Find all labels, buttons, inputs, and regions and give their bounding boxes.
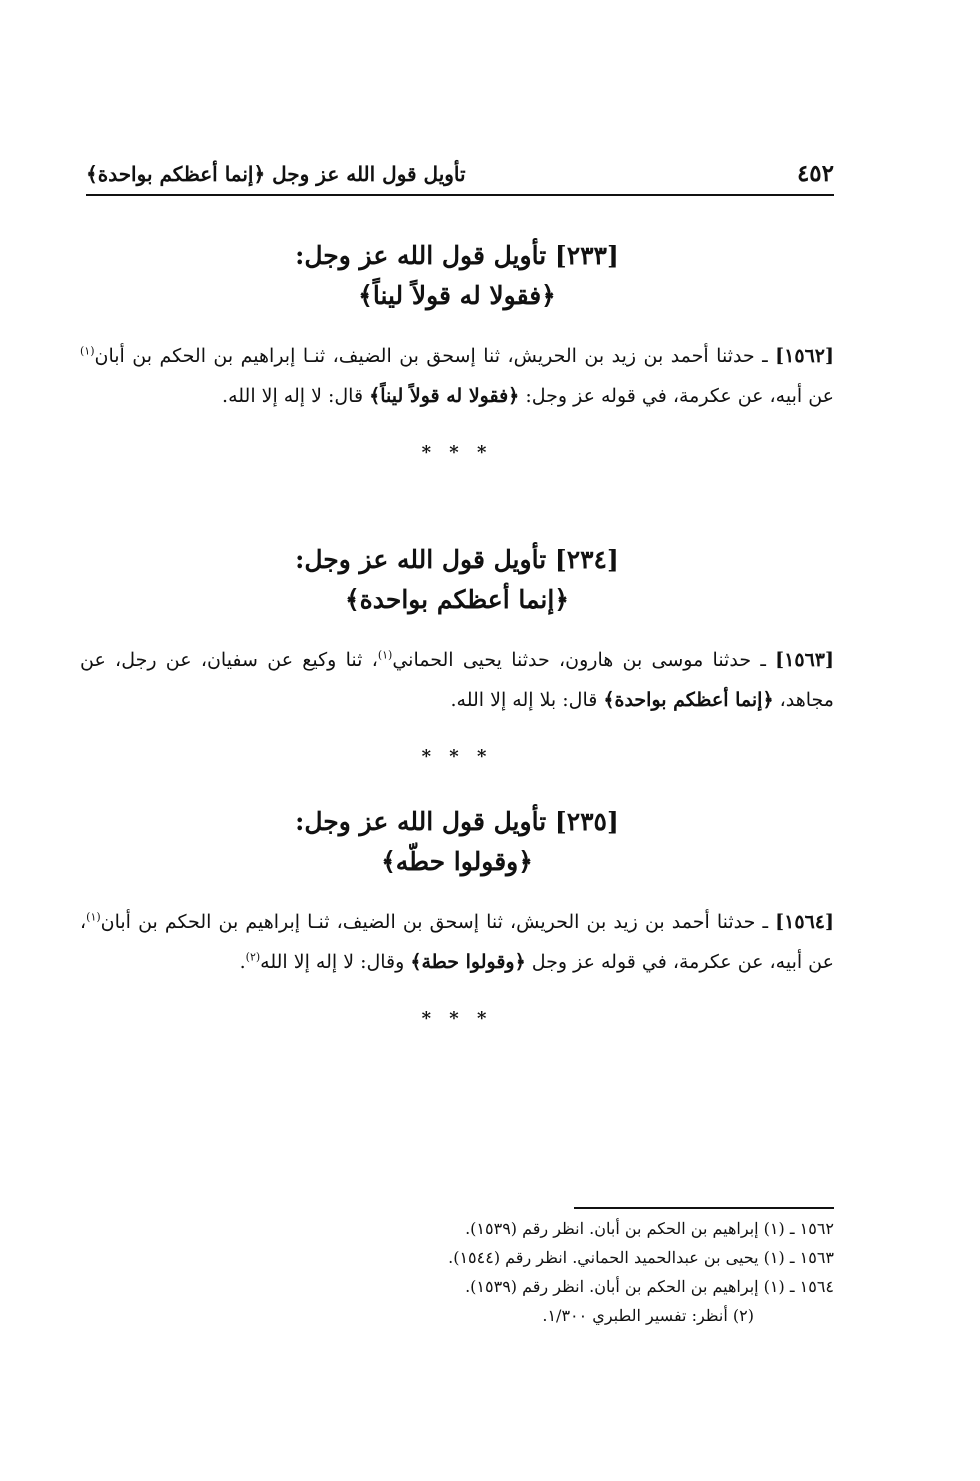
text-part-c: قال: لا إله إلا الله.	[222, 385, 370, 407]
running-title: تأويل قول الله عز وجل ﴿إنما أعظكم بواحدة﴾	[86, 162, 466, 186]
text-part-a: ـ حدثنا موسى بن هارون، حدثنا يحيى الحماني	[392, 649, 776, 671]
heading-title: [٢٣٥] تأويل قول الله عز وجل:	[295, 807, 619, 836]
footnote-1564-2: (٢) أنظر: تفسير الطبري ١/٣٠٠.	[542, 1306, 754, 1325]
text-part-a: ـ حدثنا أحمد بن زيد بن الحريش، ثنا إسحق بن الضيف، ثنـا إبراهيم بن الحكم بن أبان	[94, 345, 776, 367]
heading-verse: ﴿فقولا له قولاً ليناً﴾	[358, 281, 556, 310]
footnotes	[330, 1214, 834, 1330]
hadith-text	[80, 902, 834, 982]
hadith-text	[80, 336, 834, 416]
text-part-d: .	[239, 951, 246, 973]
footnote-1562: ١٥٦٢ ـ (١) إبراهيم بن الحكم بن أبان. انظر رقم (١٥٣٩).	[465, 1219, 834, 1238]
section-separator: * * *	[421, 746, 493, 767]
footnote-ref: (١)	[86, 910, 101, 924]
footnote-ref-2: (٢)	[245, 950, 261, 964]
section-heading	[80, 236, 834, 316]
verse-quote: ﴿إنما أعظكم بواحدة﴾	[603, 689, 774, 711]
text-part-b: ، ثنا وكيع عن سفيان، عن رجل، عن مجاهد،	[80, 649, 834, 711]
footnote-1563: ١٥٦٣ ـ (١) يحيى بن عبدالحميد الحماني. انظر رقم (١٥٤٤).	[448, 1248, 834, 1267]
header-rule	[86, 194, 834, 196]
section-separator: * * *	[421, 442, 493, 463]
section-233	[80, 236, 834, 463]
verse-quote: ﴿فقولا له قولاً ليناً﴾	[369, 385, 520, 407]
hadith-number: [١٥٦٣]	[775, 649, 834, 671]
section-235	[80, 802, 834, 1029]
hadith-number: [١٥٦٢]	[775, 345, 834, 367]
verse-quote: ﴿وقولوا حطة﴾	[410, 951, 526, 973]
heading-title: [٢٣٣] تأويل قول الله عز وجل:	[295, 241, 619, 270]
heading-verse: ﴿وقولوا حطّه﴾	[381, 847, 533, 876]
text-part-a: ـ حدثنا أحمد بن زيد بن الحريش، ثنا إسحق بن الضيف، ثنـا إبراهيم بن الحكم بن أبان	[100, 911, 776, 933]
hadith-text	[80, 640, 834, 720]
page-number: ٤٥٢	[796, 160, 834, 187]
text-part-c: وقال: لا إله إلا الله	[260, 951, 411, 973]
text-part-b: عن أبيه، عن عكرمة، في قوله عز وجل:	[519, 385, 834, 407]
text-part-b: ، عن أبيه، عن عكرمة، في قوله عز وجل	[80, 911, 834, 973]
footnote-ref: (١)	[80, 344, 95, 358]
text-part-c: قال: بلا إله إلا الله.	[450, 689, 604, 711]
footnote-rule	[574, 1207, 834, 1209]
section-heading	[80, 802, 834, 882]
heading-verse: ﴿إنما أعظكم بواحدة﴾	[345, 585, 569, 614]
section-234	[80, 540, 834, 767]
heading-title: [٢٣٤] تأويل قول الله عز وجل:	[295, 545, 619, 574]
footnote-ref: (١)	[377, 648, 393, 662]
section-separator: * * *	[421, 1008, 493, 1029]
hadith-number: [١٥٦٤]	[775, 911, 834, 933]
section-heading	[80, 540, 834, 620]
footnote-1564: ١٥٦٤ ـ (١) إبراهيم بن الحكم بن أبان. انظر رقم (١٥٣٩).	[465, 1277, 834, 1296]
